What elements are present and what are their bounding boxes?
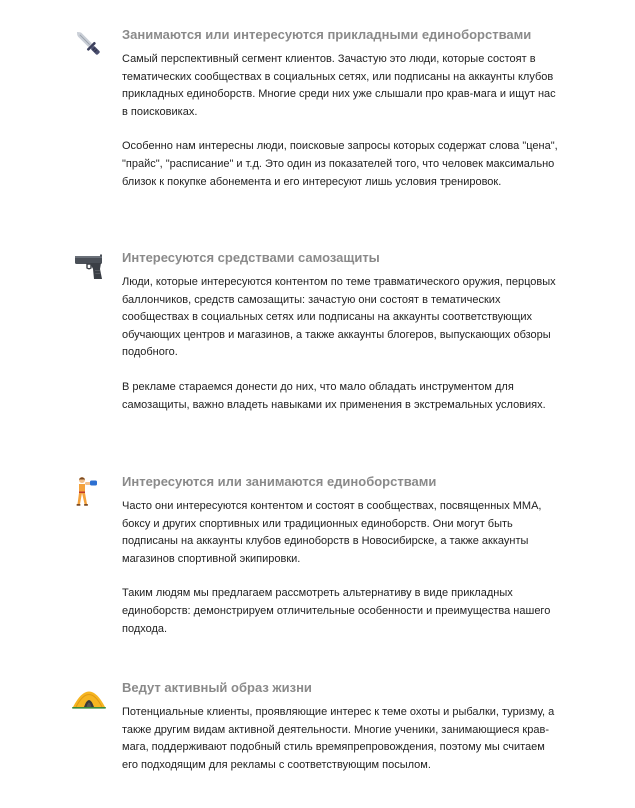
segment-title: Интересуются средствами самозащиты <box>122 250 380 265</box>
segment-paragraph: Часто они интересуются контентом и состоят в сообществах, посвященных ММА, боксу и других спортивных или традиционных единоборств. Они могут быть подписаны на аккаунты клубов единоборств в Новосибирске, а также аккаунты магазинов спортивной экипировки. <box>122 500 542 565</box>
segment-body <box>122 498 562 655</box>
segment-title: Ведут активный образ жизни <box>122 680 312 695</box>
knife-icon <box>72 27 106 61</box>
martial-artist-icon <box>72 474 106 508</box>
segment-body <box>122 51 562 208</box>
pistol-icon <box>72 250 106 284</box>
segment-paragraph: Таким людям мы предлагаем рассмотреть альтернативу в виде прикладных единоборств: демонстрируем отличительные особенности и преимущества нашего подхода. <box>122 587 551 635</box>
segment-paragraph: Самый перспективный сегмент клиентов. Зачастую это люди, которые состоят в тематических сообществах в социальных сетях, или подписаны на аккаунты клубов прикладных единоборств. Многие среди них уже слышали про крав-мага и ищут нас в поисковиках. <box>122 53 556 118</box>
segment-paragraph: Люди, которые интересуются контентом по теме травматического оружия, перцовых баллончиков, средств самозащиты: зачастую они состоят в тематических сообществах в социальных сетях или подписаны на аккаунты соответствующих обучающих центров и магазинов, а также аккаунты блогеров, выпускающих обзоры подобного. <box>122 276 556 359</box>
segment-body <box>122 704 562 791</box>
segment-paragraph: В рекламе стараемся донести до них, что мало обладать инструментом для самозащиты, важно владеть навыками их применения в экстремальных условиях. <box>122 380 546 411</box>
tent-icon <box>72 680 106 714</box>
segment-paragraph: Потенциальные клиенты, проявляющие интерес к теме охоты и рыбалки, туризму, а также другим видам активной деятельности. Многие ученики, занимающиеся крав-мага, поддерживают подобный стиль времяпрепровождения, поэтому мы считаем его подходящим для рекламы с соответствующим посылом. <box>122 706 555 771</box>
segment-title: Занимаются или интересуются прикладными единоборствами <box>122 27 532 42</box>
segment-paragraph: Особенно нам интересны люди, поисковые запросы которых содержат слова "цена", "прайс", "расписание" и т.д. Это один из показателей того, что человек максимально близок к покупке абонемента и его интересуют лишь условия тренировок. <box>122 140 558 188</box>
segment-title: Интересуются или занимаются единоборствами <box>122 474 437 489</box>
segment-body <box>122 274 562 431</box>
